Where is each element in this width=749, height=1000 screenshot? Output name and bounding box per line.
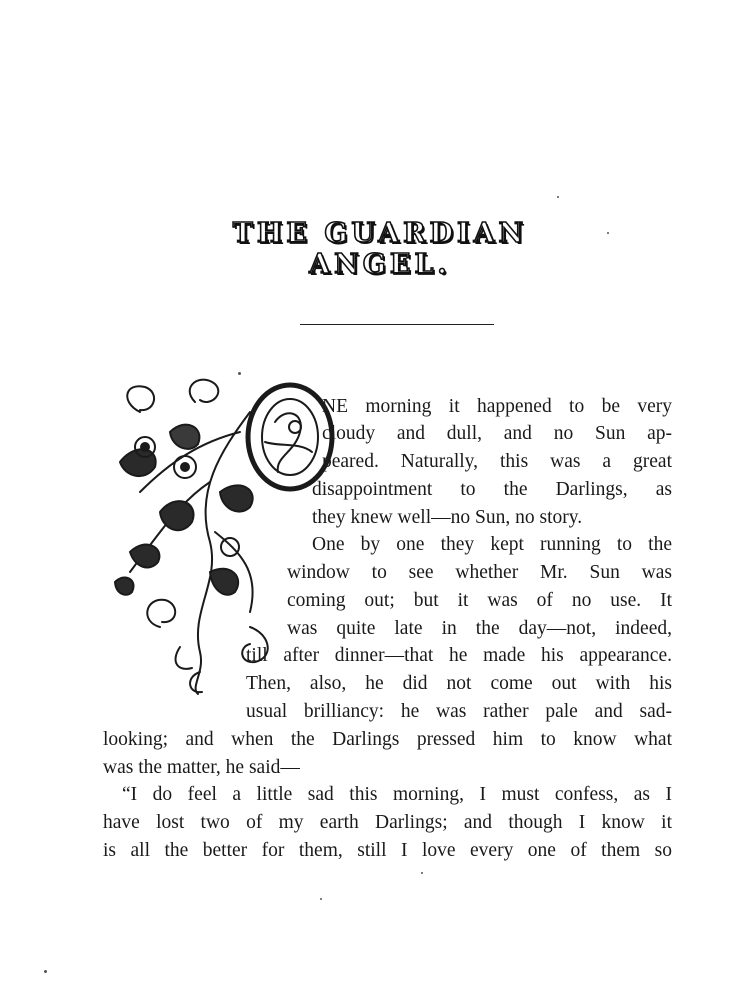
text-line: was quite late in the day—not, indeed, <box>287 618 672 639</box>
text-line: window to see whether Mr. Sun was <box>287 562 672 583</box>
text-line: is all the better for them, still I love every one of them so <box>103 840 672 861</box>
text-line: coming out; but it was of no use. It <box>287 590 672 611</box>
text-line: NE morning it happened to be very <box>322 396 672 417</box>
scan-speck <box>320 898 322 900</box>
text-line: Then, also, he did not come out with his <box>246 673 672 694</box>
text-line: have lost two of my earth Darlings; and though I know it <box>103 812 672 833</box>
scan-speck <box>421 872 423 874</box>
scan-speck <box>238 372 241 375</box>
text-line: looking; and when the Darlings pressed him to know what <box>103 729 672 750</box>
scan-speck <box>607 232 609 234</box>
text-line: till after dinner—that he made his appearance. <box>246 645 672 666</box>
text-line: peared. Naturally, this was a great <box>322 451 672 472</box>
text-line: was the matter, he said— <box>103 757 300 778</box>
text-line: they knew well—no Sun, no story. <box>312 507 583 528</box>
text-line: disappointment to the Darlings, as <box>312 479 672 500</box>
scan-speck <box>557 196 559 198</box>
text-line: cloudy and dull, and no Sun ap- <box>322 423 672 444</box>
title-rule <box>300 324 494 325</box>
chapter-title: THE GUARDIAN ANGEL. <box>232 218 528 280</box>
scan-speck <box>44 970 47 973</box>
text-line: “I do feel a little sad this morning, I must confess, as I <box>122 784 672 805</box>
text-line: One by one they kept running to the <box>312 534 672 555</box>
text-line: usual brilliancy: he was rather pale and sad- <box>246 701 672 722</box>
